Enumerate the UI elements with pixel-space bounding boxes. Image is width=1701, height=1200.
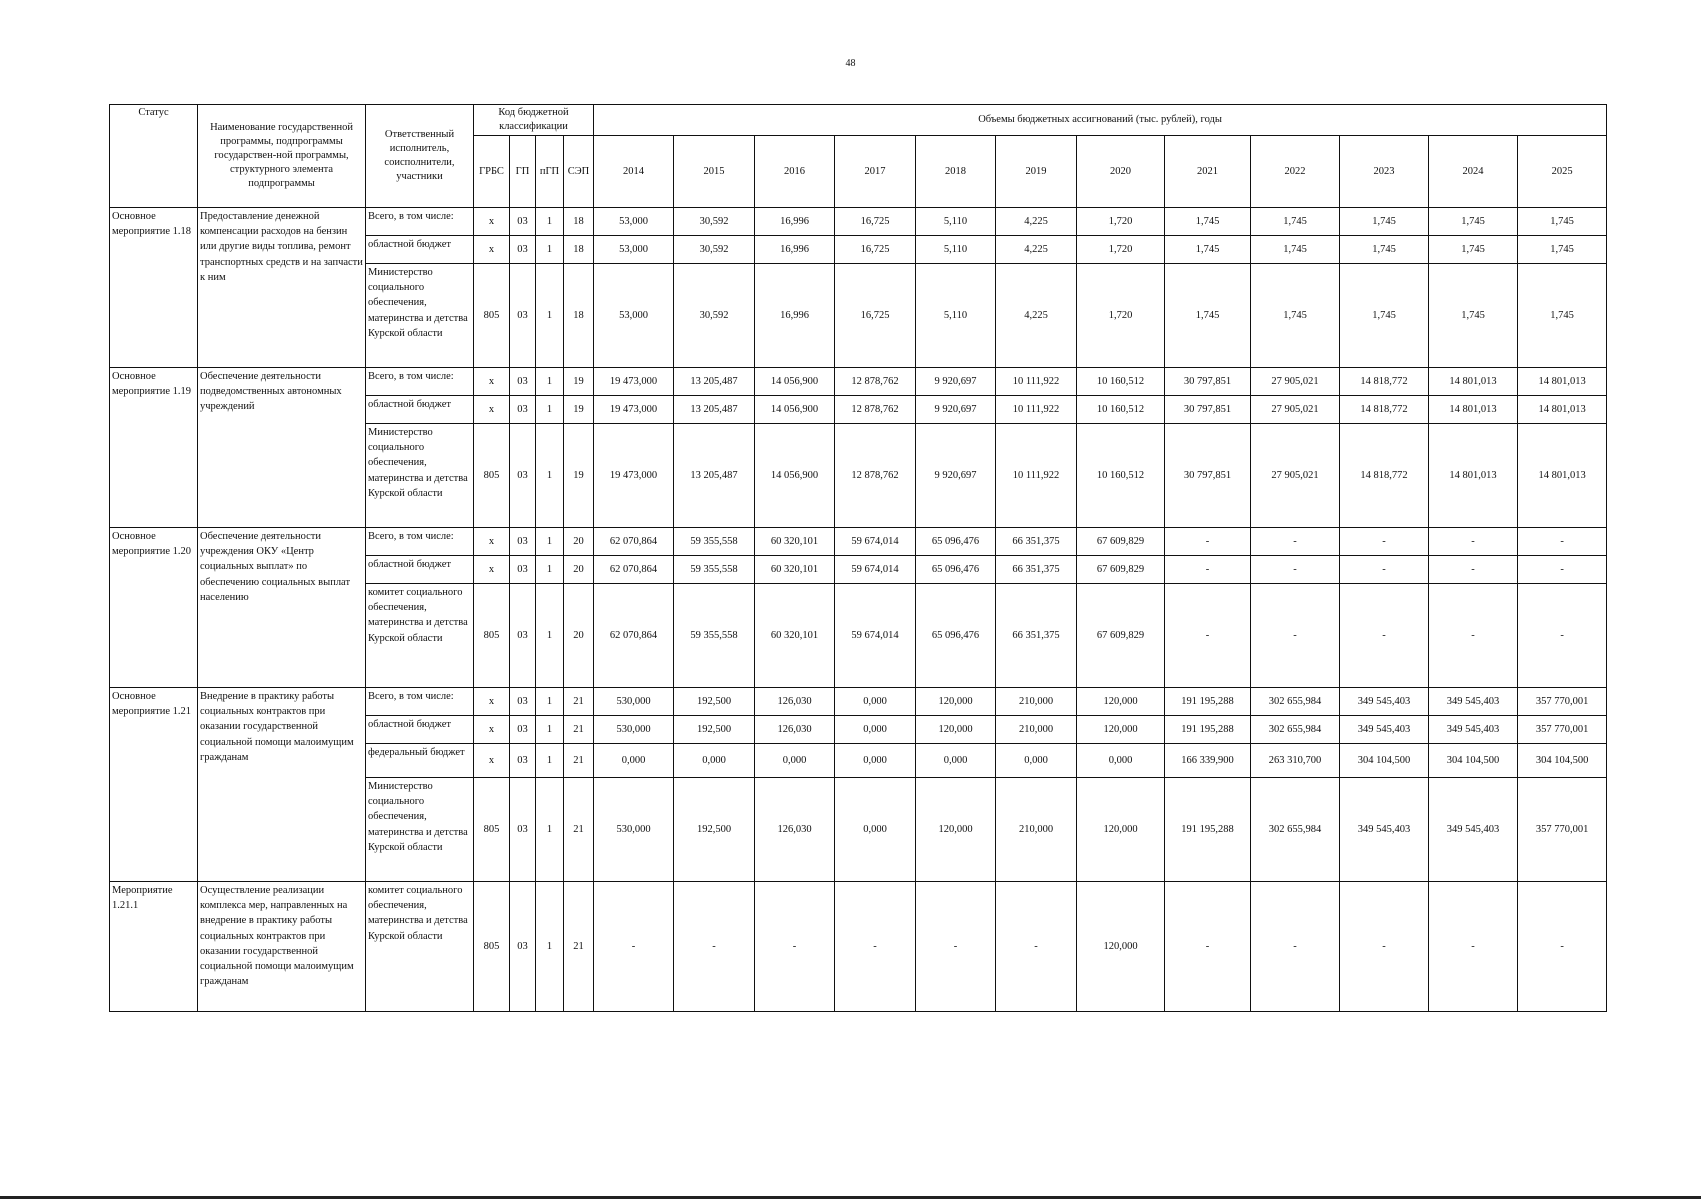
- name-cell: Предоставление денежной компенсации расходов на бензин или другие виды топлива, ремонт транспортных средств и на запчасти к ним: [198, 208, 366, 368]
- value-cell-2018: 5,110: [916, 208, 996, 236]
- header-year-2020: 2020: [1077, 136, 1165, 208]
- responsible-cell: Всего, в том числе:: [366, 688, 474, 716]
- value-cell-2016: 16,996: [755, 264, 835, 368]
- value-cell-2024: 1,745: [1429, 236, 1518, 264]
- value-cell-2018: 0,000: [916, 744, 996, 778]
- value-cell-2014: 19 473,000: [594, 424, 674, 528]
- value-cell-2024: 14 801,013: [1429, 368, 1518, 396]
- value-cell-2015: 59 355,558: [674, 556, 755, 584]
- value-cell-2017: -: [835, 882, 916, 1012]
- value-cell-2014: 53,000: [594, 236, 674, 264]
- code-gp-cell: 03: [510, 396, 536, 424]
- value-cell-2020: 10 160,512: [1077, 396, 1165, 424]
- value-cell-2020: 67 609,829: [1077, 528, 1165, 556]
- value-cell-2015: 30,592: [674, 208, 755, 236]
- code-grbs-cell: x: [474, 396, 510, 424]
- value-cell-2014: 62 070,864: [594, 584, 674, 688]
- responsible-cell: областной бюджет: [366, 236, 474, 264]
- responsible-cell: комитет социального обеспечения, материнства и детства Курской области: [366, 584, 474, 688]
- value-cell-2024: -: [1429, 882, 1518, 1012]
- code-pgp-cell: 1: [536, 584, 564, 688]
- header-volumes: Объемы бюджетных ассигнований (тыс. рублей), годы: [594, 105, 1607, 136]
- value-cell-2025: 14 801,013: [1518, 424, 1607, 528]
- value-cell-2024: 349 545,403: [1429, 688, 1518, 716]
- value-cell-2024: -: [1429, 528, 1518, 556]
- value-cell-2019: 10 111,922: [996, 396, 1077, 424]
- code-gp-cell: 03: [510, 716, 536, 744]
- value-cell-2020: 120,000: [1077, 778, 1165, 882]
- code-pgp-cell: 1: [536, 236, 564, 264]
- value-cell-2016: 126,030: [755, 716, 835, 744]
- table-body: [110, 208, 1607, 1012]
- responsible-cell: комитет социального обеспечения, материнства и детства Курской области: [366, 882, 474, 1012]
- responsible-cell: Всего, в том числе:: [366, 208, 474, 236]
- value-cell-2022: 302 655,984: [1251, 778, 1340, 882]
- value-cell-2015: 30,592: [674, 264, 755, 368]
- responsible-cell: областной бюджет: [366, 716, 474, 744]
- code-grbs-cell: 805: [474, 264, 510, 368]
- value-cell-2022: 263 310,700: [1251, 744, 1340, 778]
- code-sep-cell: 20: [564, 556, 594, 584]
- table-row: [110, 528, 1607, 556]
- value-cell-2016: 16,996: [755, 236, 835, 264]
- header-year-2024: 2024: [1429, 136, 1518, 208]
- value-cell-2017: 12 878,762: [835, 368, 916, 396]
- value-cell-2020: 10 160,512: [1077, 368, 1165, 396]
- value-cell-2020: 1,720: [1077, 236, 1165, 264]
- value-cell-2014: 53,000: [594, 264, 674, 368]
- code-pgp-cell: 1: [536, 556, 564, 584]
- value-cell-2020: 10 160,512: [1077, 424, 1165, 528]
- value-cell-2018: 120,000: [916, 688, 996, 716]
- value-cell-2024: 1,745: [1429, 264, 1518, 368]
- code-pgp-cell: 1: [536, 396, 564, 424]
- budget-table: [109, 104, 1607, 1012]
- code-gp-cell: 03: [510, 688, 536, 716]
- code-grbs-cell: x: [474, 716, 510, 744]
- code-pgp-cell: 1: [536, 264, 564, 368]
- value-cell-2016: 60 320,101: [755, 556, 835, 584]
- responsible-cell: Министерство социального обеспечения, материнства и детства Курской области: [366, 424, 474, 528]
- value-cell-2018: -: [916, 882, 996, 1012]
- page-bottom-edge: [0, 1196, 1701, 1199]
- value-cell-2020: 67 609,829: [1077, 584, 1165, 688]
- code-pgp-cell: 1: [536, 778, 564, 882]
- code-gp-cell: 03: [510, 556, 536, 584]
- value-cell-2022: -: [1251, 882, 1340, 1012]
- header-year-2016: 2016: [755, 136, 835, 208]
- value-cell-2023: 1,745: [1340, 264, 1429, 368]
- value-cell-2017: 16,725: [835, 236, 916, 264]
- header-year-2025: 2025: [1518, 136, 1607, 208]
- value-cell-2021: 191 195,288: [1165, 716, 1251, 744]
- code-gp-cell: 03: [510, 236, 536, 264]
- code-gp-cell: 03: [510, 528, 536, 556]
- code-grbs-cell: x: [474, 744, 510, 778]
- value-cell-2019: 4,225: [996, 236, 1077, 264]
- header-pgp: пГП: [536, 136, 564, 208]
- header-year-2019: 2019: [996, 136, 1077, 208]
- value-cell-2023: 1,745: [1340, 236, 1429, 264]
- value-cell-2018: 65 096,476: [916, 528, 996, 556]
- value-cell-2022: 27 905,021: [1251, 396, 1340, 424]
- value-cell-2025: 14 801,013: [1518, 368, 1607, 396]
- value-cell-2025: 357 770,001: [1518, 688, 1607, 716]
- value-cell-2019: 4,225: [996, 264, 1077, 368]
- code-grbs-cell: x: [474, 688, 510, 716]
- value-cell-2015: 0,000: [674, 744, 755, 778]
- name-cell: Обеспечение деятельности учреждения ОКУ «Центр социальных выплат» по обеспечению социальных выплат населению: [198, 528, 366, 688]
- responsible-cell: областной бюджет: [366, 556, 474, 584]
- code-sep-cell: 21: [564, 778, 594, 882]
- header-year-2023: 2023: [1340, 136, 1429, 208]
- value-cell-2021: 191 195,288: [1165, 688, 1251, 716]
- table-row: [110, 882, 1607, 1012]
- value-cell-2017: 12 878,762: [835, 424, 916, 528]
- value-cell-2021: -: [1165, 556, 1251, 584]
- value-cell-2022: -: [1251, 584, 1340, 688]
- value-cell-2023: -: [1340, 584, 1429, 688]
- value-cell-2016: -: [755, 882, 835, 1012]
- header-year-2018: 2018: [916, 136, 996, 208]
- code-grbs-cell: 805: [474, 584, 510, 688]
- value-cell-2022: -: [1251, 556, 1340, 584]
- status-cell: Основное мероприятие 1.20: [110, 528, 198, 688]
- header-year-2022: 2022: [1251, 136, 1340, 208]
- value-cell-2016: 14 056,900: [755, 396, 835, 424]
- value-cell-2019: 10 111,922: [996, 368, 1077, 396]
- value-cell-2023: -: [1340, 528, 1429, 556]
- table-header: [110, 105, 1607, 208]
- value-cell-2022: 1,745: [1251, 208, 1340, 236]
- value-cell-2020: 120,000: [1077, 882, 1165, 1012]
- value-cell-2019: 4,225: [996, 208, 1077, 236]
- header-responsible: Ответственный исполнитель, соисполнители, участники: [366, 105, 474, 208]
- value-cell-2020: 120,000: [1077, 688, 1165, 716]
- code-gp-cell: 03: [510, 584, 536, 688]
- value-cell-2015: 192,500: [674, 688, 755, 716]
- value-cell-2022: 1,745: [1251, 236, 1340, 264]
- value-cell-2016: 0,000: [755, 744, 835, 778]
- name-cell: Внедрение в практику работы социальных контрактов при оказании государственной социальной помощи малоимущим гражданам: [198, 688, 366, 882]
- responsible-cell: федеральный бюджет: [366, 744, 474, 778]
- value-cell-2025: 1,745: [1518, 264, 1607, 368]
- value-cell-2021: 30 797,851: [1165, 368, 1251, 396]
- value-cell-2018: 120,000: [916, 778, 996, 882]
- value-cell-2023: -: [1340, 882, 1429, 1012]
- code-pgp-cell: 1: [536, 716, 564, 744]
- code-sep-cell: 21: [564, 716, 594, 744]
- value-cell-2025: 14 801,013: [1518, 396, 1607, 424]
- value-cell-2014: 62 070,864: [594, 528, 674, 556]
- header-year-2017: 2017: [835, 136, 916, 208]
- value-cell-2025: -: [1518, 882, 1607, 1012]
- responsible-cell: Министерство социального обеспечения, материнства и детства Курской области: [366, 778, 474, 882]
- value-cell-2017: 16,725: [835, 208, 916, 236]
- table-row: [110, 688, 1607, 716]
- table-row: [110, 368, 1607, 396]
- value-cell-2023: 349 545,403: [1340, 688, 1429, 716]
- code-gp-cell: 03: [510, 208, 536, 236]
- value-cell-2021: -: [1165, 528, 1251, 556]
- code-pgp-cell: 1: [536, 744, 564, 778]
- code-sep-cell: 19: [564, 424, 594, 528]
- code-pgp-cell: 1: [536, 688, 564, 716]
- value-cell-2024: 14 801,013: [1429, 424, 1518, 528]
- code-grbs-cell: x: [474, 528, 510, 556]
- value-cell-2025: 1,745: [1518, 208, 1607, 236]
- value-cell-2019: 66 351,375: [996, 556, 1077, 584]
- code-pgp-cell: 1: [536, 528, 564, 556]
- value-cell-2022: 302 655,984: [1251, 716, 1340, 744]
- value-cell-2024: -: [1429, 556, 1518, 584]
- name-cell: Обеспечение деятельности подведомственных автономных учреждений: [198, 368, 366, 528]
- header-sep: СЭП: [564, 136, 594, 208]
- value-cell-2017: 16,725: [835, 264, 916, 368]
- value-cell-2020: 67 609,829: [1077, 556, 1165, 584]
- code-grbs-cell: 805: [474, 778, 510, 882]
- code-gp-cell: 03: [510, 424, 536, 528]
- code-pgp-cell: 1: [536, 882, 564, 1012]
- value-cell-2015: 192,500: [674, 716, 755, 744]
- responsible-cell: Всего, в том числе:: [366, 528, 474, 556]
- value-cell-2024: 349 545,403: [1429, 716, 1518, 744]
- value-cell-2021: 30 797,851: [1165, 396, 1251, 424]
- value-cell-2018: 9 920,697: [916, 424, 996, 528]
- code-grbs-cell: 805: [474, 882, 510, 1012]
- value-cell-2025: -: [1518, 528, 1607, 556]
- value-cell-2019: 66 351,375: [996, 584, 1077, 688]
- value-cell-2016: 14 056,900: [755, 424, 835, 528]
- value-cell-2019: -: [996, 882, 1077, 1012]
- value-cell-2023: 1,745: [1340, 208, 1429, 236]
- value-cell-2018: 5,110: [916, 264, 996, 368]
- code-grbs-cell: x: [474, 368, 510, 396]
- value-cell-2021: 166 339,900: [1165, 744, 1251, 778]
- value-cell-2023: 349 545,403: [1340, 716, 1429, 744]
- value-cell-2018: 9 920,697: [916, 396, 996, 424]
- value-cell-2023: -: [1340, 556, 1429, 584]
- value-cell-2015: 13 205,487: [674, 424, 755, 528]
- code-sep-cell: 20: [564, 584, 594, 688]
- code-pgp-cell: 1: [536, 424, 564, 528]
- code-gp-cell: 03: [510, 778, 536, 882]
- value-cell-2017: 0,000: [835, 778, 916, 882]
- value-cell-2017: 0,000: [835, 716, 916, 744]
- value-cell-2018: 65 096,476: [916, 556, 996, 584]
- value-cell-2017: 59 674,014: [835, 528, 916, 556]
- value-cell-2023: 14 818,772: [1340, 396, 1429, 424]
- value-cell-2016: 60 320,101: [755, 584, 835, 688]
- code-grbs-cell: x: [474, 208, 510, 236]
- value-cell-2023: 14 818,772: [1340, 424, 1429, 528]
- value-cell-2021: 1,745: [1165, 236, 1251, 264]
- header-year-2021: 2021: [1165, 136, 1251, 208]
- header-code-group: Код бюджетной классификации: [474, 105, 594, 136]
- header-grbs: ГРБС: [474, 136, 510, 208]
- value-cell-2022: 27 905,021: [1251, 424, 1340, 528]
- value-cell-2019: 0,000: [996, 744, 1077, 778]
- code-gp-cell: 03: [510, 882, 536, 1012]
- code-sep-cell: 20: [564, 528, 594, 556]
- value-cell-2022: 1,745: [1251, 264, 1340, 368]
- header-year-2015: 2015: [674, 136, 755, 208]
- responsible-cell: областной бюджет: [366, 396, 474, 424]
- value-cell-2024: 1,745: [1429, 208, 1518, 236]
- value-cell-2017: 0,000: [835, 688, 916, 716]
- value-cell-2017: 59 674,014: [835, 584, 916, 688]
- value-cell-2023: 14 818,772: [1340, 368, 1429, 396]
- value-cell-2020: 0,000: [1077, 744, 1165, 778]
- code-grbs-cell: x: [474, 556, 510, 584]
- value-cell-2019: 210,000: [996, 688, 1077, 716]
- value-cell-2025: 304 104,500: [1518, 744, 1607, 778]
- value-cell-2019: 10 111,922: [996, 424, 1077, 528]
- value-cell-2018: 5,110: [916, 236, 996, 264]
- value-cell-2020: 1,720: [1077, 264, 1165, 368]
- name-cell: Осуществление реализации комплекса мер, направленных на внедрение в практику работы социальных контрактов при оказании государственной социальной помощи малоимущим гражданам: [198, 882, 366, 1012]
- value-cell-2015: 59 355,558: [674, 528, 755, 556]
- value-cell-2015: 59 355,558: [674, 584, 755, 688]
- responsible-cell: Всего, в том числе:: [366, 368, 474, 396]
- code-gp-cell: 03: [510, 264, 536, 368]
- value-cell-2025: 357 770,001: [1518, 778, 1607, 882]
- code-gp-cell: 03: [510, 368, 536, 396]
- code-sep-cell: 18: [564, 236, 594, 264]
- value-cell-2016: 60 320,101: [755, 528, 835, 556]
- value-cell-2014: 19 473,000: [594, 368, 674, 396]
- page-number: 48: [845, 58, 856, 69]
- value-cell-2021: 1,745: [1165, 208, 1251, 236]
- code-sep-cell: 19: [564, 368, 594, 396]
- value-cell-2024: 14 801,013: [1429, 396, 1518, 424]
- value-cell-2022: 302 655,984: [1251, 688, 1340, 716]
- code-sep-cell: 21: [564, 882, 594, 1012]
- value-cell-2023: 304 104,500: [1340, 744, 1429, 778]
- value-cell-2018: 65 096,476: [916, 584, 996, 688]
- value-cell-2024: 304 104,500: [1429, 744, 1518, 778]
- value-cell-2015: 192,500: [674, 778, 755, 882]
- code-sep-cell: 21: [564, 744, 594, 778]
- code-sep-cell: 21: [564, 688, 594, 716]
- value-cell-2025: -: [1518, 556, 1607, 584]
- value-cell-2017: 0,000: [835, 744, 916, 778]
- value-cell-2025: -: [1518, 584, 1607, 688]
- value-cell-2015: -: [674, 882, 755, 1012]
- table-row: [110, 208, 1607, 236]
- value-cell-2014: 53,000: [594, 208, 674, 236]
- value-cell-2021: 1,745: [1165, 264, 1251, 368]
- value-cell-2020: 120,000: [1077, 716, 1165, 744]
- value-cell-2016: 126,030: [755, 688, 835, 716]
- value-cell-2020: 1,720: [1077, 208, 1165, 236]
- value-cell-2024: -: [1429, 584, 1518, 688]
- code-sep-cell: 18: [564, 264, 594, 368]
- value-cell-2014: 0,000: [594, 744, 674, 778]
- value-cell-2016: 126,030: [755, 778, 835, 882]
- code-sep-cell: 19: [564, 396, 594, 424]
- value-cell-2021: -: [1165, 882, 1251, 1012]
- value-cell-2016: 14 056,900: [755, 368, 835, 396]
- value-cell-2017: 12 878,762: [835, 396, 916, 424]
- value-cell-2014: -: [594, 882, 674, 1012]
- header-gp: ГП: [510, 136, 536, 208]
- status-cell: Мероприятие 1.21.1: [110, 882, 198, 1012]
- value-cell-2021: 30 797,851: [1165, 424, 1251, 528]
- value-cell-2025: 357 770,001: [1518, 716, 1607, 744]
- value-cell-2014: 530,000: [594, 778, 674, 882]
- value-cell-2019: 210,000: [996, 778, 1077, 882]
- value-cell-2014: 530,000: [594, 716, 674, 744]
- value-cell-2024: 349 545,403: [1429, 778, 1518, 882]
- value-cell-2021: -: [1165, 584, 1251, 688]
- value-cell-2023: 349 545,403: [1340, 778, 1429, 882]
- value-cell-2015: 13 205,487: [674, 368, 755, 396]
- code-grbs-cell: x: [474, 236, 510, 264]
- header-year-2014: 2014: [594, 136, 674, 208]
- value-cell-2025: 1,745: [1518, 236, 1607, 264]
- value-cell-2014: 62 070,864: [594, 556, 674, 584]
- value-cell-2017: 59 674,014: [835, 556, 916, 584]
- code-pgp-cell: 1: [536, 208, 564, 236]
- value-cell-2022: 27 905,021: [1251, 368, 1340, 396]
- code-gp-cell: 03: [510, 744, 536, 778]
- value-cell-2018: 9 920,697: [916, 368, 996, 396]
- status-cell: Основное мероприятие 1.18: [110, 208, 198, 368]
- value-cell-2019: 66 351,375: [996, 528, 1077, 556]
- value-cell-2022: -: [1251, 528, 1340, 556]
- value-cell-2015: 13 205,487: [674, 396, 755, 424]
- header-status: Статус: [110, 105, 198, 208]
- value-cell-2021: 191 195,288: [1165, 778, 1251, 882]
- status-cell: Основное мероприятие 1.19: [110, 368, 198, 528]
- code-sep-cell: 18: [564, 208, 594, 236]
- code-pgp-cell: 1: [536, 368, 564, 396]
- code-grbs-cell: 805: [474, 424, 510, 528]
- value-cell-2014: 19 473,000: [594, 396, 674, 424]
- value-cell-2014: 530,000: [594, 688, 674, 716]
- value-cell-2015: 30,592: [674, 236, 755, 264]
- value-cell-2018: 120,000: [916, 716, 996, 744]
- status-cell: Основное мероприятие 1.21: [110, 688, 198, 882]
- header-name: Наименование государственной программы, подпрограммы государствен-ной программы, структурного элемента подпрограммы: [198, 105, 366, 208]
- value-cell-2019: 210,000: [996, 716, 1077, 744]
- value-cell-2016: 16,996: [755, 208, 835, 236]
- responsible-cell: Министерство социального обеспечения, материнства и детства Курской области: [366, 264, 474, 368]
